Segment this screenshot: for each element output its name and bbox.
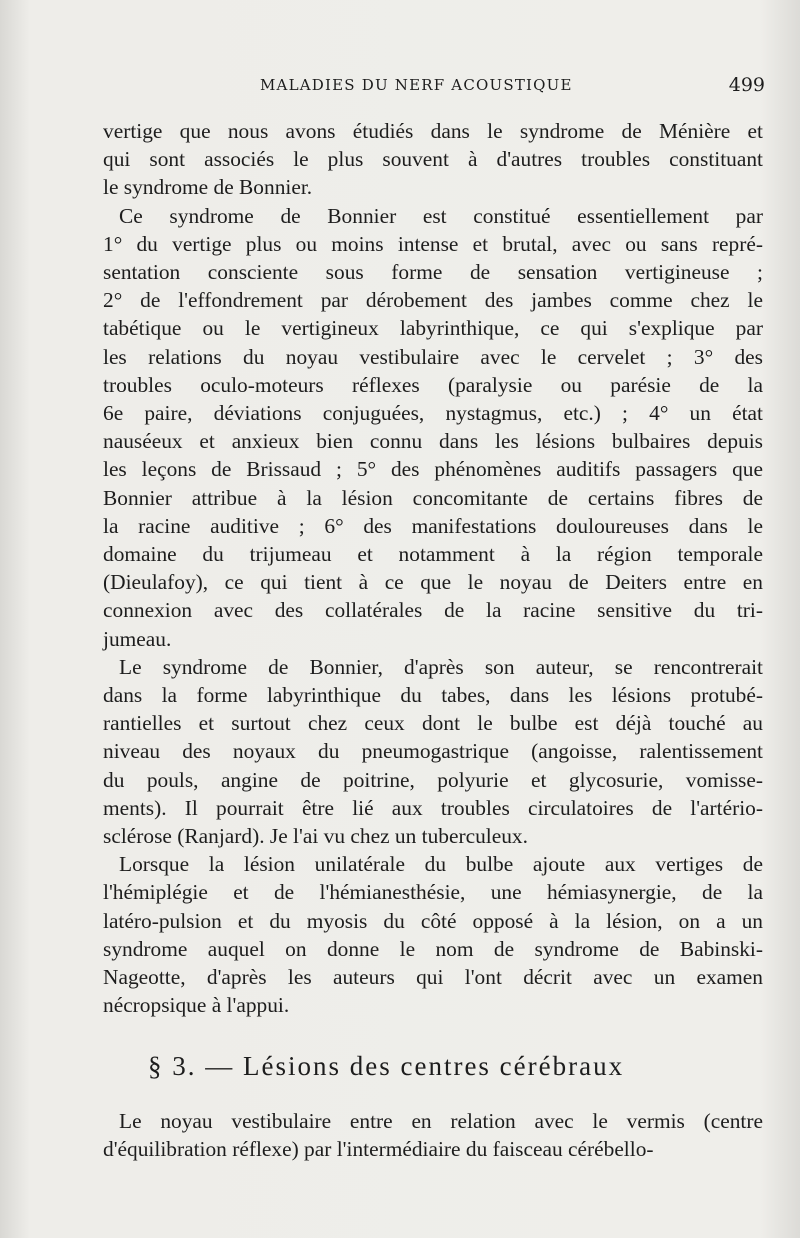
text-line: les relations du noyau vestibulaire avec le cervelet ; 3° des [103, 344, 763, 369]
text-line: d'équilibration réflexe) par l'intermédiaire du faisceau cérébello- [103, 1137, 654, 1162]
text-line: syndrome auquel on donne le nom de syndrome de Babinski- [103, 936, 763, 961]
text-line: Bonnier attribue à la lésion concomitante de certains fibres de [103, 485, 763, 510]
closing-text [103, 1107, 763, 1163]
body-text [103, 117, 763, 1020]
text-line: les leçons de Brissaud ; 5° des phénomènes auditifs passagers que [103, 457, 763, 482]
text-line: dans la forme labyrinthique du tabes, dans les lésions protubé- [103, 683, 763, 708]
text-line: 6e paire, déviations conjuguées, nystagmus, etc.) ; 4° un état [103, 401, 763, 426]
text-line: niveau des noyaux du pneumogastrique (angoisse, ralentissement [103, 739, 763, 764]
page-header [100, 76, 765, 100]
text-line: le syndrome de Bonnier. [103, 175, 313, 200]
text-line: Ce syndrome de Bonnier est constitué essentiellement par [119, 203, 763, 228]
text-line: la racine auditive ; 6° des manifestations douloureuses dans le [103, 513, 763, 538]
text-line: 1° du vertige plus ou moins intense et brutal, avec ou sans repré- [103, 231, 763, 256]
text-line: troubles oculo-moteurs réflexes (paralysie ou parésie de la [103, 372, 763, 397]
text-line: Nageotte, d'après les auteurs qui l'ont décrit avec un examen [103, 965, 763, 990]
text-line: jumeau. [103, 626, 172, 651]
text-line: du pouls, angine de poitrine, polyurie et glycosurie, vomisse- [103, 767, 763, 792]
text-line: domaine du trijumeau et notamment à la région temporale [103, 542, 763, 567]
text-line: sentation consciente sous forme de sensation vertigineuse ; [103, 260, 763, 285]
text-line: vertige que nous avons étudiés dans le syndrome de Ménière et [103, 119, 763, 143]
text-line: Lorsque la lésion unilatérale du bulbe ajoute aux vertiges de [119, 852, 763, 877]
text-line: Le noyau vestibulaire entre en relation avec le vermis (centre [119, 1109, 763, 1133]
text-line: nécropsique à l'appui. [103, 993, 290, 1018]
section-heading: § 3. — Lésions des centres cérébraux [148, 1051, 625, 1081]
text-line: rantielles et surtout chez ceux dont le bulbe est déjà touché au [103, 711, 763, 736]
page-number: 499 [728, 74, 765, 96]
text-line: 2° de l'effondrement par dérobement des jambes comme chez le [103, 288, 763, 313]
text-line: Le syndrome de Bonnier, d'après son auteur, se rencontrerait [119, 654, 763, 679]
running-title: MALADIES DU NERF ACOUSTIQUE [260, 76, 573, 94]
text-line: nauséeux et anxieux bien connu dans les lésions bulbaires depuis [103, 429, 763, 454]
text-line: qui sont associés le plus souvent à d'autres troubles constituant [103, 147, 763, 172]
text-line: tabétique ou le vertigineux labyrinthique, ce qui s'explique par [103, 316, 763, 341]
text-line: connexion avec des collatérales de la racine sensitive du tri- [103, 598, 763, 623]
text-line: l'hémiplégie et de l'hémianesthésie, une hémiasynergie, de la [103, 880, 763, 905]
text-line: sclérose (Ranjard). Je l'ai vu chez un tuberculeux. [103, 824, 528, 849]
text-line: latéro-pulsion et du myosis du côté opposé à la lésion, on a un [103, 908, 763, 933]
text-line: (Dieulafoy), ce qui tient à ce que le noyau de Deiters entre en [103, 570, 763, 595]
text-line: ments). Il pourrait être lié aux troubles circulatoires de l'artério- [103, 795, 763, 820]
